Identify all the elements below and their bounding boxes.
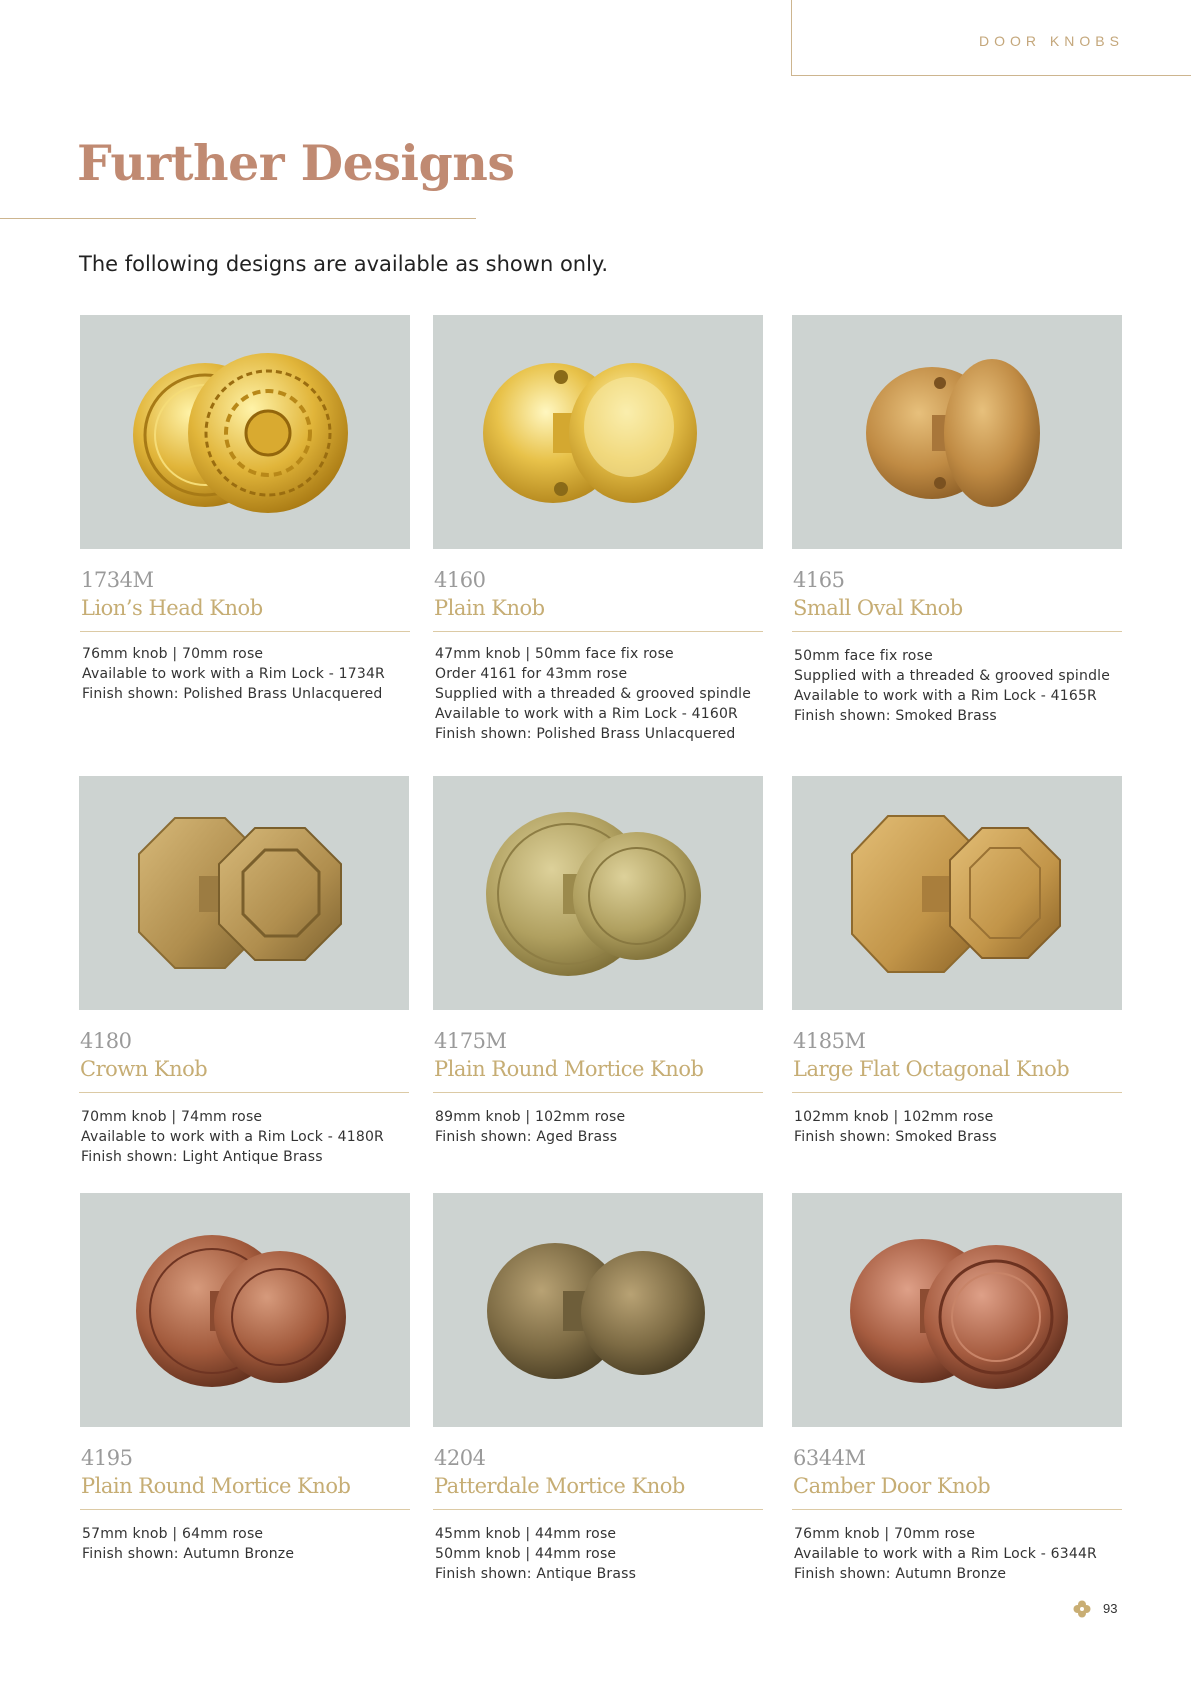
large-flat-octagonal-knob-image <box>792 776 1122 1010</box>
product-code: 4165 <box>793 568 845 592</box>
product-spec: 45mm knob | 44mm rose <box>435 1526 617 1542</box>
product-spec: Finish shown: Polished Brass Unlacquered <box>435 726 736 742</box>
product-name: Plain Knob <box>434 596 545 620</box>
product-name: Camber Door Knob <box>793 1474 991 1498</box>
product-divider <box>80 1509 410 1510</box>
product-name: Plain Round Mortice Knob <box>81 1474 351 1498</box>
product-spec: Finish shown: Autumn Bronze <box>82 1546 295 1562</box>
product-card-4160 <box>433 315 763 742</box>
product-image <box>433 1193 763 1427</box>
product-spec: Available to work with a Rim Lock - 4165R <box>794 688 1097 704</box>
product-spec: 50mm face fix rose <box>794 648 933 664</box>
product-code: 4185M <box>793 1029 866 1053</box>
product-spec: 76mm knob | 70mm rose <box>82 646 264 662</box>
brand-mark-icon <box>1073 1600 1091 1618</box>
product-card-6344m <box>792 1193 1122 1582</box>
page-title: Further Designs <box>77 134 515 192</box>
product-code: 1734M <box>81 568 154 592</box>
product-spec: Finish shown: Light Antique Brass <box>81 1149 323 1165</box>
product-code: 4204 <box>434 1446 486 1470</box>
product-spec: Order 4161 for 43mm rose <box>435 666 628 682</box>
camber-door-knob-image <box>792 1193 1122 1427</box>
product-name: Large Flat Octagonal Knob <box>793 1057 1070 1081</box>
product-card-4175m <box>433 776 763 1145</box>
product-spec: Finish shown: Autumn Bronze <box>794 1566 1007 1582</box>
product-image <box>80 1193 410 1427</box>
crown-knob-image <box>79 776 409 1010</box>
product-spec: Finish shown: Smoked Brass <box>794 1129 997 1145</box>
title-divider <box>0 218 476 219</box>
product-code: 4195 <box>81 1446 133 1470</box>
product-spec: Available to work with a Rim Lock - 6344R <box>794 1546 1097 1562</box>
product-spec: 89mm knob | 102mm rose <box>435 1109 626 1125</box>
product-code: 4160 <box>434 568 486 592</box>
section-tab <box>791 0 1191 76</box>
product-spec: Finish shown: Aged Brass <box>435 1129 618 1145</box>
product-name: Lion’s Head Knob <box>81 596 263 620</box>
product-code: 6344M <box>793 1446 866 1470</box>
product-spec: Finish shown: Antique Brass <box>435 1566 637 1582</box>
product-image <box>792 315 1122 549</box>
product-image <box>792 776 1122 1010</box>
product-image <box>79 776 409 1010</box>
product-spec: Available to work with a Rim Lock - 4180R <box>81 1129 384 1145</box>
product-spec: 102mm knob | 102mm rose <box>794 1109 994 1125</box>
product-divider <box>792 1092 1122 1093</box>
product-card-4165 <box>792 315 1122 724</box>
product-spec: Supplied with a threaded & grooved spindle <box>435 686 752 702</box>
product-spec: 50mm knob | 44mm rose <box>435 1546 617 1562</box>
product-name: Plain Round Mortice Knob <box>434 1057 704 1081</box>
product-divider <box>79 1092 409 1093</box>
product-name: Patterdale Mortice Knob <box>434 1474 685 1498</box>
product-spec: Available to work with a Rim Lock - 1734R <box>82 666 385 682</box>
section-label: DOOR KNOBS <box>979 33 1124 49</box>
product-card-4185m <box>792 776 1122 1145</box>
product-card-4195 <box>80 1193 410 1562</box>
product-card-4180 <box>79 776 409 1165</box>
product-code: 4175M <box>434 1029 507 1053</box>
product-divider <box>80 631 410 632</box>
intro-text: The following designs are available as shown only. <box>79 252 609 276</box>
plain-round-mortice-knob-bronze-image <box>80 1193 410 1427</box>
page-number: 93 <box>1103 1601 1118 1616</box>
product-divider <box>433 1509 763 1510</box>
product-image <box>792 1193 1122 1427</box>
product-code: 4180 <box>80 1029 132 1053</box>
product-spec: Supplied with a threaded & grooved spindle <box>794 668 1111 684</box>
product-name: Small Oval Knob <box>793 596 963 620</box>
product-card-4204 <box>433 1193 763 1582</box>
product-name: Crown Knob <box>80 1057 208 1081</box>
product-spec: 76mm knob | 70mm rose <box>794 1526 976 1542</box>
product-image <box>80 315 410 549</box>
plain-knob-image <box>433 315 763 549</box>
patterdale-mortice-knob-image <box>433 1193 763 1427</box>
plain-round-mortice-knob-image <box>433 776 763 1010</box>
product-spec: Finish shown: Smoked Brass <box>794 708 997 724</box>
product-spec: Finish shown: Polished Brass Unlacquered <box>82 686 383 702</box>
lions-head-knob-image <box>80 315 410 549</box>
product-spec: 70mm knob | 74mm rose <box>81 1109 263 1125</box>
product-image <box>433 776 763 1010</box>
small-oval-knob-image <box>792 315 1122 549</box>
product-card-1734m <box>80 315 410 702</box>
product-divider <box>433 1092 763 1093</box>
product-divider <box>792 631 1122 632</box>
product-spec: 47mm knob | 50mm face fix rose <box>435 646 674 662</box>
product-divider <box>792 1509 1122 1510</box>
product-spec: 57mm knob | 64mm rose <box>82 1526 264 1542</box>
product-spec: Available to work with a Rim Lock - 4160R <box>435 706 738 722</box>
product-image <box>433 315 763 549</box>
product-divider <box>433 631 763 632</box>
